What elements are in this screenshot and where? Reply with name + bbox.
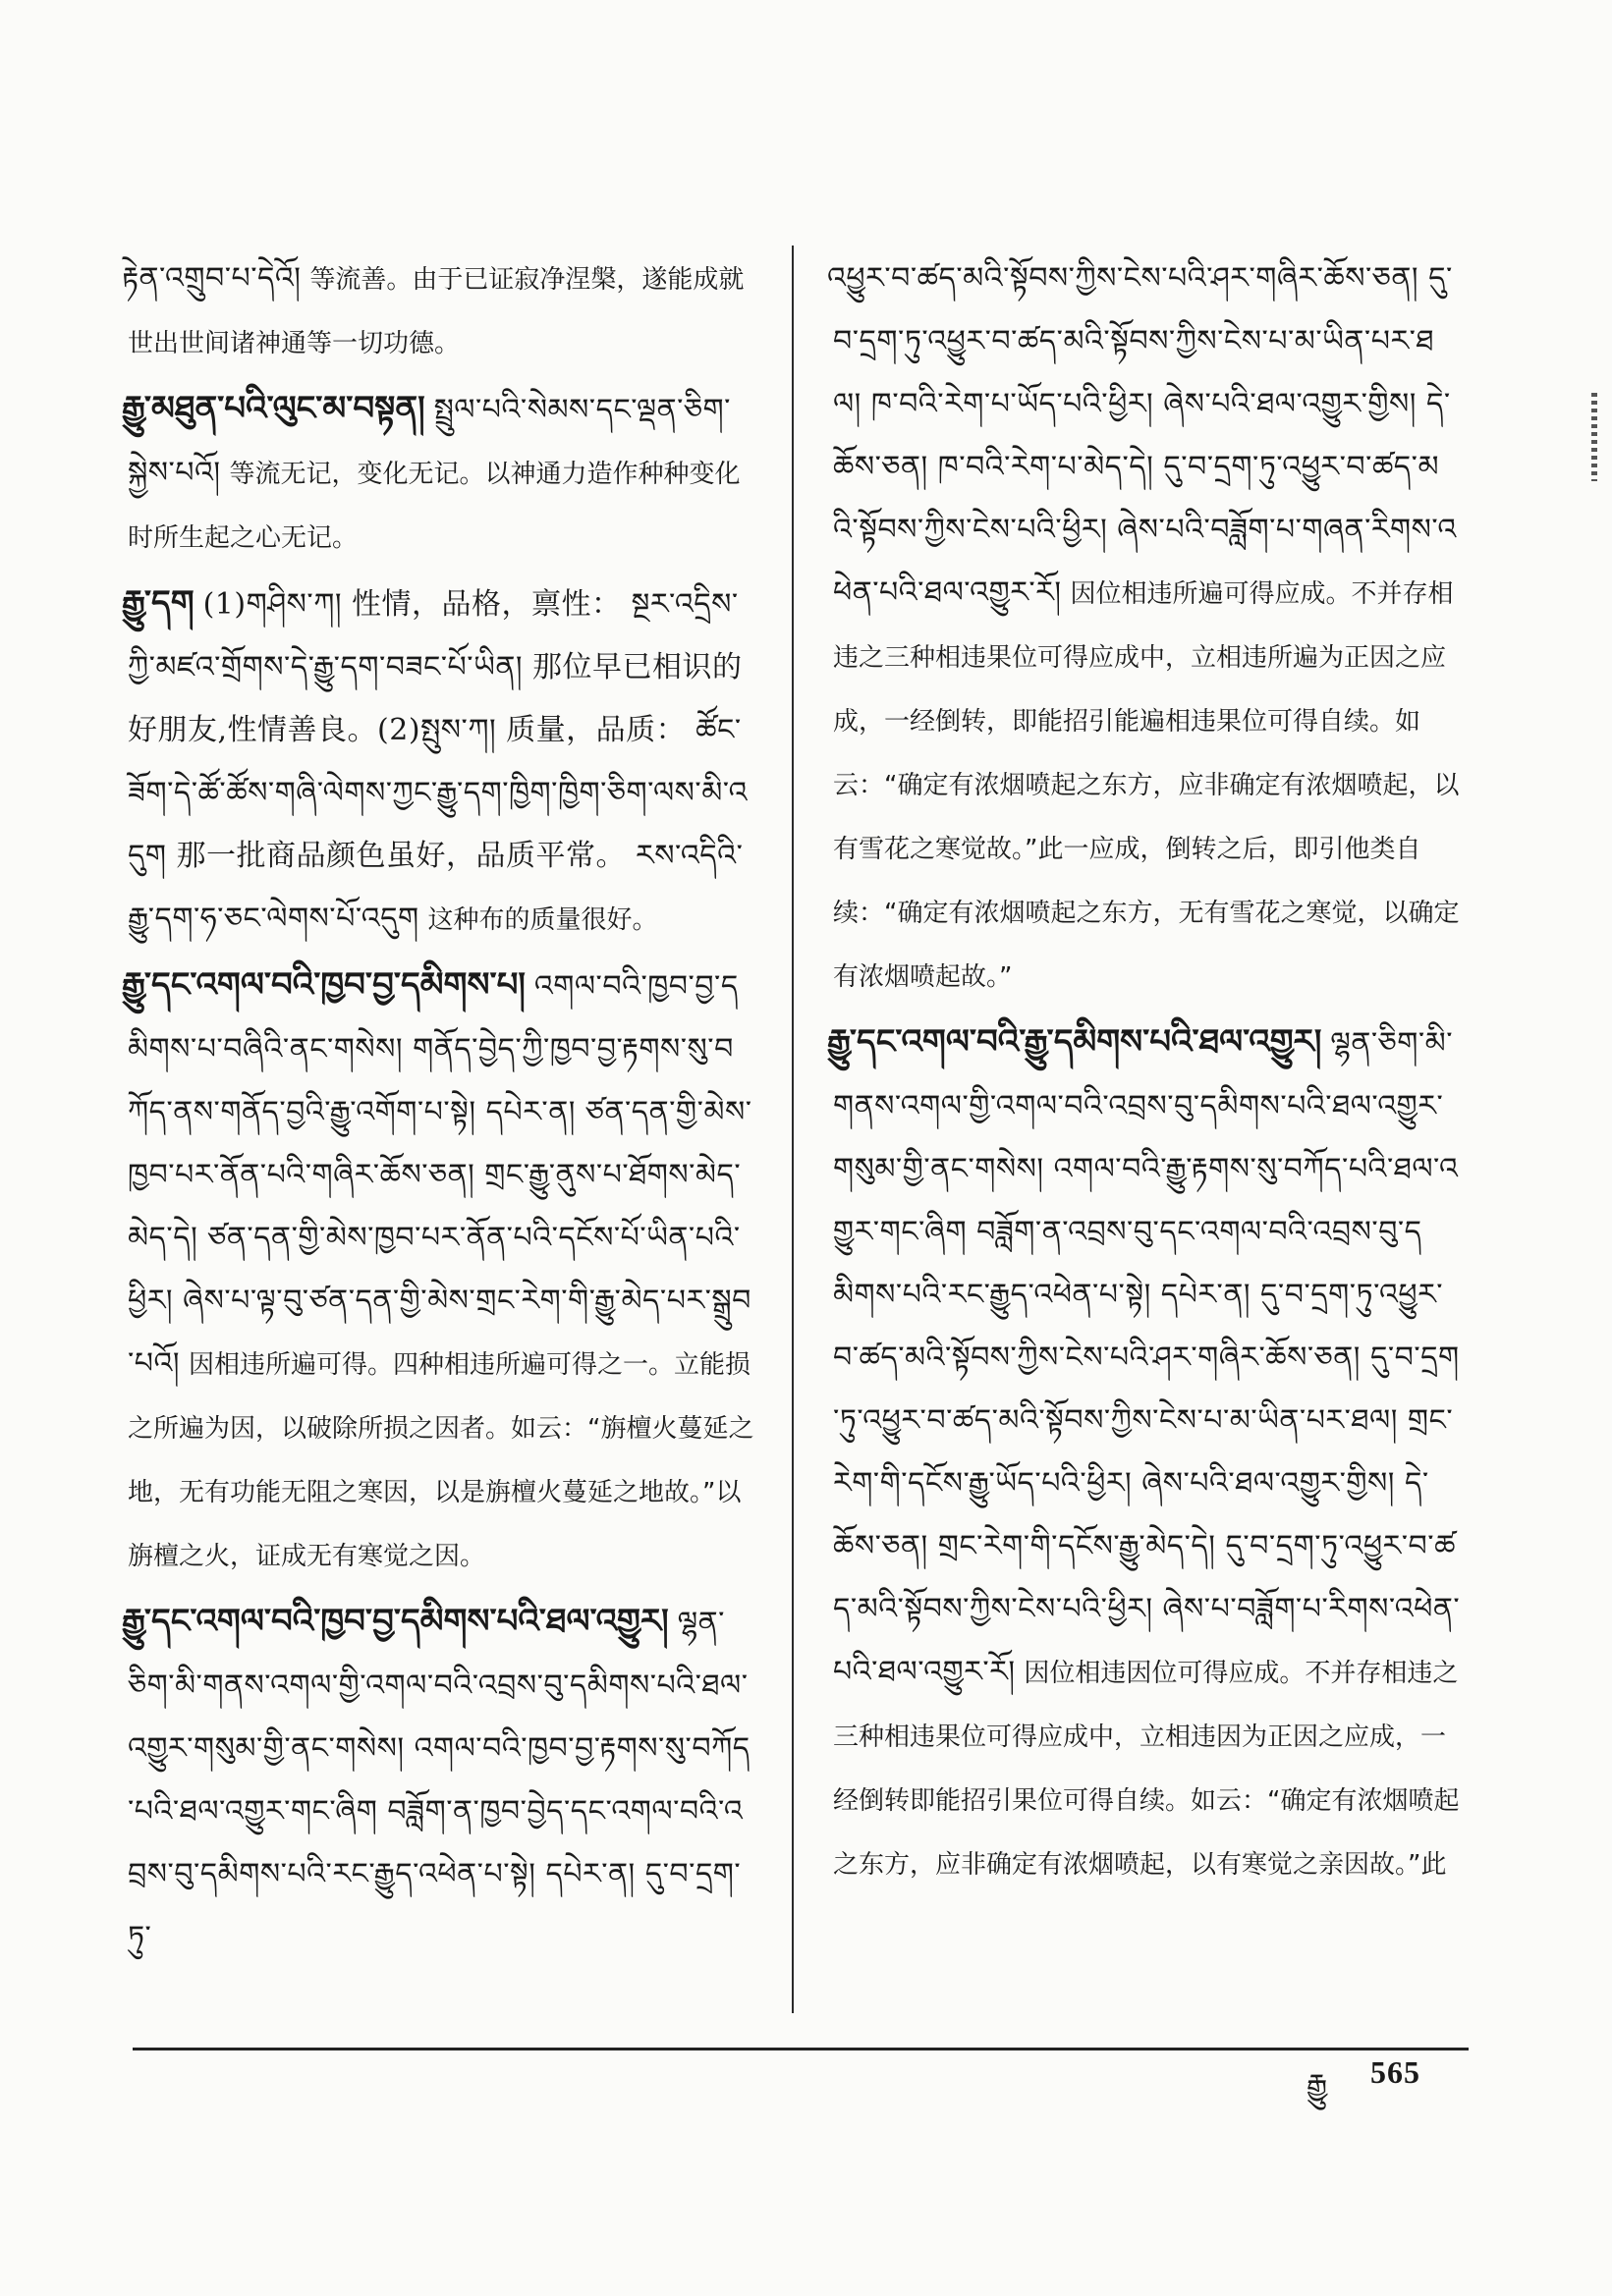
section-letter: རྒྱུ (1306, 2068, 1328, 2103)
chinese-definition: 这种布的质量很好。 (427, 905, 658, 935)
chinese-definition: 等流无记，变化无记。以神通力造作种种变化时所生起之心无记。 (128, 460, 741, 553)
headword: རྒྱུ་དང་འགལ་བའི་ཁྱབ་བྱ་དམིགས་པའི་ཐལ་འགྱུར། (122, 1602, 669, 1641)
entry (122, 377, 756, 570)
tibetan-definition: ལྷན་ཅིག་མི་གནས་འགལ་གྱི་འགལ་བའི་འབྲས་བུ་དམིགས་པའི་ཐལ་འགྱུར་གསུམ་གྱི་ནང་གསེས། འགལ་བའི་ཁྱབ་བྱ་རྟགས་སུ་བཀོད་པའི་ཐལ་འགྱུར་གང་ཞིག བཟློག་ན་ཁྱབ་བྱེད་དང་འགལ་བའི་འབྲས་བུ་དམིགས་པའི་རང་རྒྱུད་འཕེན་པ་སྟེ། དཔེར་ན། དུ་བ་དྲག་ཏུ་ (128, 1606, 750, 1954)
entry (827, 246, 1462, 1009)
chinese-definition: 等流善。由于已证寂净涅槃，遂能成就世出世间诸神通等一切功德。 (128, 265, 745, 358)
headword: རྒྱུ་དང་འགལ་བའི་ཁྱབ་བྱ་དམིགས་པ། (122, 965, 526, 1005)
entry (122, 572, 756, 952)
tibetan-definition: (1)གཤིས་ཀ། 性情，品格，禀性： སྔར་འདྲིས་ཀྱི་མཛའ་གྲོགས་དེ་རྒྱུ་དག་བཟང་པོ་ཡིན། 那位早已相识的好朋友,性情善良。(2)སྤུས་ཀ། 质量，品质： ཚོང་ཟོག་དེ་ཚོ་ཚོས་གཞི་ལེགས་ཀྱང་རྒྱུ་དག་ཁྱིག་ཁྱིག་ཅིག་ལས་མི་འདུག 那一批商品颜色虽好，品质平常。 རས་འདིའི་རྒྱུ་དག་ཧ་ཅང་ལེགས་པོ་འདུག (128, 587, 749, 936)
headword: རྒྱུ་དག (122, 583, 195, 623)
chinese-definition: 因位相违因位可得应成。不并存相违之三种相违果位可得应成中，立相违因为正因之应成，一经倒转即能招引果位可得自续。如云：“确定有浓烟喷起之东方，应非确定有浓烟喷起，以有寒觉之亲因故。”此 (833, 1659, 1460, 1880)
scan-edge-mark (1591, 393, 1597, 481)
entry (827, 1011, 1462, 1896)
entry (122, 246, 756, 375)
headword: རྒྱུ་མཐུན་པའི་ལུང་མ་བསྟན། (122, 389, 425, 428)
tibetan-definition: འཕྱུར་བ་ཚད་མའི་སྟོབས་ཀྱིས་ངེས་པའི་ཤར་གཞིར་ཆོས་ཅན། དུ་བ་དྲག་ཏུ་འཕྱུར་བ་ཚད་མའི་སྟོབས་ཀྱིས་ངེས་པ་མ་ཡིན་པར་ཐལ། ཁ་བའི་རེག་པ་ཡོད་པའི་ཕྱིར། ཞེས་པའི་ཐལ་འགྱུར་གྱིས། དེ་ཆོས་ཅན། ཁ་བའི་རེག་པ་མེད་དེ། དུ་བ་དྲག་ཏུ་འཕྱུར་བ་ཚད་མའི་སྟོབས་ཀྱིས་ངེས་པའི་ཕྱིར། ཞེས་པའི་བཟློག་པ་གཞན་རིགས་འཕེན་པའི་ཐལ་འགྱུར་རོ། (827, 261, 1457, 610)
tibetan-definition: སྤྲུལ་པའི་སེམས་དང་ལྡན་ཅིག་སྐྱེས་པའོ། (128, 393, 731, 490)
left-column (122, 246, 756, 1972)
column-divider (792, 246, 794, 2013)
tibetan-definition: འགལ་བའི་ཁྱབ་བྱ་དམིགས་པ་བཞིའི་ནང་གསེས། གནོད་བྱེད་ཀྱི་ཁྱབ་བྱ་རྟགས་སུ་བཀོད་ནས་གནོད་བྱའི་རྒྱུ་འགོག་པ་སྟེ། དཔེར་ན། ཙན་དན་གྱི་མེས་ཁྱབ་པར་ནོན་པའི་གཞིར་ཆོས་ཅན། གྲང་རྒྱུ་ནུས་པ་ཐོགས་མེད་མེད་དེ། ཙན་དན་གྱི་མེས་ཁྱབ་པར་ནོན་པའི་དངོས་པོ་ཡིན་པའི་ཕྱིར། ཞེས་པ་ལྟ་བུ་ཙན་དན་གྱི་མེས་གྲང་རེག་གི་རྒྱུ་མེད་པར་སྒྲུབ་པའོ། (128, 969, 752, 1381)
tibetan-definition: ལྷན་ཅིག་མི་གནས་འགལ་གྱི་འགལ་བའི་འབྲས་བུ་དམིགས་པའི་ཐལ་འགྱུར་གསུམ་གྱི་ནང་གསེས། འགལ་བའི་རྒྱུ་རྟགས་སུ་བཀོད་པའི་ཐལ་འགྱུར་གང་ཞིག བཟློག་ན་འབྲས་བུ་དང་འགལ་བའི་འབྲས་བུ་དམིགས་པའི་རང་རྒྱུད་འཕེན་པ་སྟེ། དཔེར་ན། དུ་བ་དྲག་ཏུ་འཕྱུར་བ་ཚད་མའི་སྟོབས་ཀྱིས་ངེས་པའི་ཤར་གཞིར་ཆོས་ཅན། དུ་བ་དྲག་ཏུ་འཕྱུར་བ་ཚད་མའི་སྟོབས་ཀྱིས་ངེས་པ་མ་ཡིན་པར་ཐལ། གྲང་རེག་གི་དངོས་རྒྱུ་ཡོད་པའི་ཕྱིར། ཞེས་པའི་ཐལ་འགྱུར་གྱིས། དེ་ཆོས་ཅན། གྲང་རེག་གི་དངོས་རྒྱུ་མེད་དེ། དུ་བ་དྲག་ཏུ་འཕྱུར་བ་ཚད་མའི་སྟོབས་ཀྱིས་ངེས་པའི་ཕྱིར། ཞེས་པ་བཟློག་པ་རིགས་འཕེན་པའི་ཐལ་འགྱུར་རོ། (833, 1026, 1461, 1689)
chinese-definition: 因位相违所遍可得应成。不并存相违之三种相违果位可得应成中，立相违所遍为正因之应成，一经倒转，即能招引能遍相违果位可得自续。如云：“确定有浓烟喷起之东方，应非确定有浓烟喷起，以有雪花之寒觉故。”此一应成，倒转之后，即引他类自续：“确定有浓烟喷起之东方，无有雪花之寒觉，以确定有浓烟喷起故。” (833, 579, 1460, 992)
tibetan-definition: རྟེན་འགྲུབ་པ་དེའོ། (122, 261, 302, 296)
headword: རྒྱུ་དང་འགལ་བའི་རྒྱུ་དམིགས་པའི་ཐལ་འགྱུར། (827, 1022, 1322, 1062)
entry (122, 954, 756, 1588)
entry (122, 1590, 756, 1970)
right-column (827, 246, 1462, 1898)
footer-rule (133, 2048, 1469, 2050)
page-number: 565 (1370, 2054, 1420, 2090)
chinese-definition: 因相违所遍可得。四种相违所遍可得之一。立能损之所遍为因，以破除所损之因者。如云：“旃檀火蔓延之地，无有功能无阻之寒因，以是旃檀火蔓延之地故。”以旃檀之火，证成无有寒觉之因。 (128, 1350, 754, 1571)
